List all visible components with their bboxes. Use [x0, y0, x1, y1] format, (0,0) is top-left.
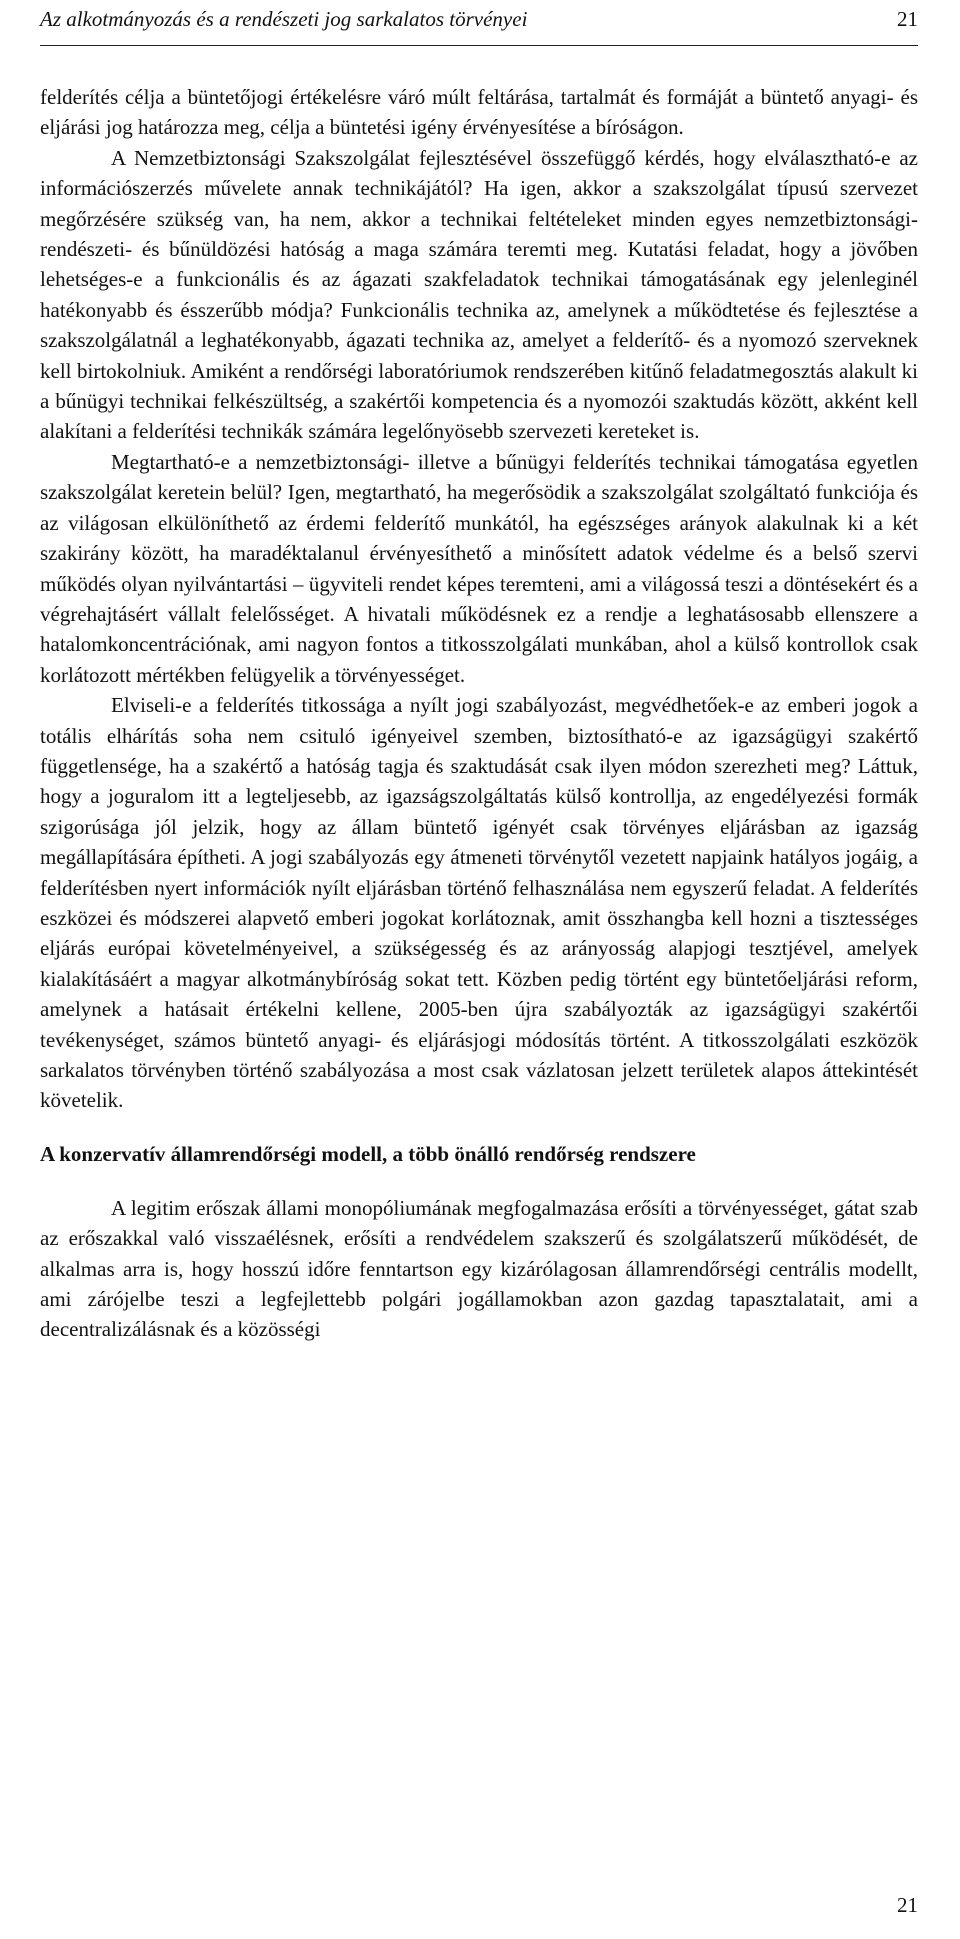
running-title: Az alkotmányozás és a rendészeti jog sarkalatos törvényei: [40, 7, 528, 31]
footer-page-number: 21: [897, 1893, 918, 1917]
page-header: [40, 0, 918, 46]
paragraph-legitim-eroszak: A legitim erőszak állami monopóliumának megfogalmazása erősíti a törvényességet, gátat szab az erőszakkal való visszaélésnek, erősíti a rendvédelem szakszerű és szolgálatszerű működését, de alkalmas arra is, hogy hosszú időre fenntartson egy kizárólagosan államrendőrségi centrális modellt, ami zárójelbe teszi a legfejlettebb polgári jogállamokban azon gazdag tapasztalatait, ami a decentralizálásnak és a közösségi: [40, 1195, 918, 1342]
paragraph-elviseli: Elviseli-e a felderítés titkossága a nyílt jogi szabályozást, megvédhetőek-e az emberi jogok a totális elhárítás soha nem csituló igényeivel szemben, biztosítható-e az igazságügyi szakértő függetlensége, ha a szakértő a hatóság tagja és szaktudását csak ilyen módon szerezheti meg? Láttuk, hogy a joguralom itt a legteljesebb, az igazságszolgáltatás külső kontrollja, az engedélyezési formák szigorúsága jól jelzik, hogy az állam büntető igényét csak törvényes eljárásban az igazság megállapítására építheti. A jogi szabályozás egy átmeneti törvénytől vezetett napjaink hatályos jogáig, a felderítésben nyert információk nyílt eljárásban történő felhasználása nem egyszerű feladat. A felderítés eszközei és módszerei alapvető emberi jogokat korlátoznak, amit összhangba kell hozni a tisztességes eljárás európai követelményeivel, a szükségesség és az arányosság alapjogi tesztjével, amelyek kialakításáért a magyar alkotmánybíróság sokat tett. Közben pedig történt egy büntetőeljárási reform, amelynek a hatásait értékelni kellene, 2005-ben újra szabályozták az igazságügyi szakértői tevékenységet, számos büntető anyagi- és eljárásjogi módosítás történt. A titkosszolgálati eszközök sarkalatos törvényben történő szabályozása a most csak vázlatosan jelzett területek alapos áttekintését követelik.: [40, 693, 918, 1113]
paragraph-megtarthato: Megtartható-e a nemzetbiztonsági- illetve a bűnügyi felderítés technikai támogatása egyetlen szakszolgálat keretein belül? Igen, megtartható, ha megerősödik a szakszolgálat szolgáltató funkciója és az világosan elkülöníthető az érdemi felderítő munkától, ha egészséges arányok alakulnak ki a két szakirány között, ha maradéktalanul érvényesíthető a minősített adatok védelme és a belső szervi működés olyan nyilvántartási – ügyviteli rendet képes teremteni, ami a világossá teszi a döntésekért és a végrehajtásért vállalt felelősséget. A hivatali működésnek ez a rendje a leghatásosabb ellenszere a hatalomkoncentrációnak, ami nagyon fontos a titkosszolgálati munkában, ahol a külső kontrollok csak korlátozott mértékben felügyelik a törvényességet.: [40, 449, 918, 687]
paragraph-nemzetbiztonsagi-szakszolgalat: A Nemzetbiztonsági Szakszolgálat fejlesztésével összefüggő kérdés, hogy elválasztható-e az információszerzés művelete annak technikájától? Ha igen, akkor a szakszolgálat típusú szervezet megőrzésére szükség van, ha nem, akkor a technikai feltételeket minden egyes nemzetbiztonsági- rendészeti- és bűnüldözési hatóság a maga számára teremti meg. Kutatási feladat, hogy a jövőben lehetséges-e a funkcionális és az ágazati szakfeladatok technikai támogatásának egy jelenleginél hatékonyabb és ésszerűbb módja? Funkcionális technika az, amelynek a működtetése és fejlesztése a szakszolgálatnál a leghatékonyabb, ágazati technika az, amelyet a felderítő- és a nyomozó szerveknek kell birtokolniuk. Amiként a rendőrségi laboratóriumok rendszerében kitűnő feladatmegosztás alakult ki a bűnügyi technikai felkészültség, a szakértői kompetencia és a nyomozói szaktudás között, akként kell alakítani a felderítési technikák számára legelőnyösebb szervezeti kereteket is.: [40, 145, 918, 444]
section-heading: A konzervatív államrendőrségi modell, a több önálló rendőrség rendszere: [40, 1141, 696, 1166]
header-page-number: 21: [897, 7, 918, 31]
body-text: [40, 82, 918, 1345]
paragraph-continuation: felderítés célja a büntetőjogi értékelésre váró múlt feltárása, tartalmát és formáját a büntető anyagi- és eljárási jog határozza meg, célja a büntetési igény érvényesítése a bíróságon.: [40, 85, 918, 140]
